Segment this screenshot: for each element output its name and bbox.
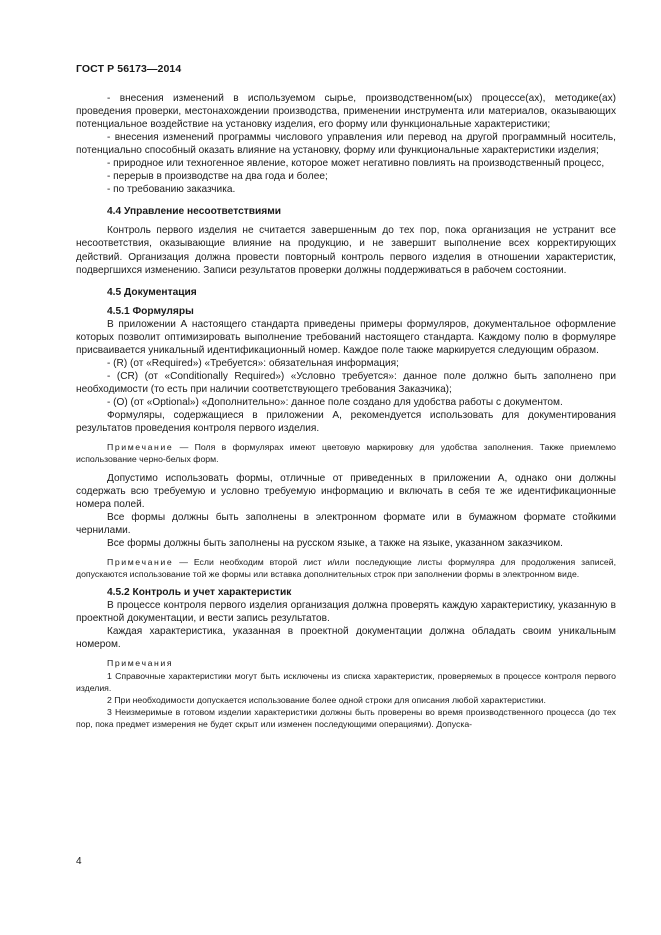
note-text: — Поля в формулярах имеют цветовую маркировку для удобства заполнения. Также приемлемо использование черно-белых форм. (76, 442, 616, 465)
note-label: Примечания (107, 658, 174, 669)
paragraph: - природное или техногенное явление, которое может негативно повлиять на производственный процесс, (107, 158, 605, 170)
section-heading: 4.4 Управление несоответствиями (107, 206, 281, 218)
spacer (76, 196, 616, 205)
note-paragraph (76, 556, 616, 580)
section-heading: 4.5 Документация (107, 286, 197, 298)
paragraph: - внесения изменений программы числового управления или перевод на другой программный носитель, потенциально способный оказать влияние на установку, форму или функциональные характеристики изделия; (76, 132, 616, 157)
page-number: 4 (76, 856, 82, 867)
standard-header: ГОСТ Р 56173—2014 (76, 63, 182, 75)
section-heading: 4.5.2 Контроль и учет характеристик (107, 587, 292, 599)
paragraph: Контроль первого изделия не считается завершенным до тех пор, пока организация не устранит все несоответствия, оказывающие влияние на продукцию, и не завершит выполнение всех корректирующих действий. Организация должна провести повторный контроль первого изделия в отношении характеристик, подвергшихся изменению. Записи результатов проверки должны поддерживаться в рабочем состоянии. (76, 225, 616, 276)
note-paragraph (76, 441, 616, 465)
paragraph: Каждая характеристика, указанная в проектной документации должна обладать своим уникальным номером. (76, 626, 616, 651)
paragraph: Все формы должны быть заполнены в электронном формате или в бумажном формате стойкими чернилами. (76, 511, 616, 536)
paragraph: - (R) (от «Required») «Требуется»: обязательная информация; (107, 357, 399, 369)
section-heading: 4.5.1 Формуляры (107, 305, 194, 317)
paragraph: Все формы должны быть заполнены на русском языке, а также на языке, указанном заказчиком. (107, 537, 563, 549)
note-text: — Если необходим второй лист и/или последующие листы формуляра для продолжения записей, допускаются использование той же формы или вставка дополнительных строк при заполнении формы в электронном виде. (76, 556, 616, 580)
note-paragraph (76, 706, 616, 730)
paragraph: - (О) (от «Optional») «Дополнительно»: данное поле создано для удобства работы с документом. (107, 396, 563, 408)
note-paragraph (76, 657, 616, 669)
note-label: Примечание (107, 442, 174, 453)
note-text: 3 Неизмеримые в готовом изделии характеристики должны быть проверены во время производственного процесса (до тех пор, пока предмет измерения не будет скрыт или изменен последующими операциями). Допуска- (76, 707, 616, 730)
paragraph: В приложении А настоящего стандарта приведены примеры формуляров, документальное оформление которых позволит оптимизировать выполнение требований настоящего стандарта. Каждому полю в формуляре присваивается уникальный идентификационный номер. Каждое поле также маркируется следующим образом. (76, 318, 616, 356)
paragraph: - внесения изменений в используемом сырье, производственном(ых) процессе(ах), методике(ах) проведения проверки, местонахождении производства, применении инструмента или материалов, оказывающих потенциальное воздействие на установку изделия, его форму или функциональные характеристики; (76, 93, 616, 131)
note-text: 1 Справочные характеристики могут быть исключены из списка характеристик, проверяемых в процессе контроля первого изделия. (76, 670, 616, 693)
note-paragraph (76, 694, 616, 706)
paragraph: - (CR) (от «Conditionally Required») «Условно требуется»: данное поле должно быть заполнено при необходимости (то есть при наличии соответствующего требования Заказчика); (76, 370, 616, 395)
paragraph: В процессе контроля первого изделия организация должна проверять каждую характеристику, указанную в проектной документации, и вести запись результатов. (76, 600, 616, 625)
spacer (76, 277, 616, 286)
paragraph: Допустимо использовать формы, отличные от приведенных в приложении А, однако они должны содержать всю требуемую и условно требуемую информацию и включать в себя те же идентификационные номера полей. (76, 472, 616, 510)
note-paragraph (76, 670, 616, 694)
note-label: Примечание (107, 556, 174, 567)
paragraph: Формуляры, содержащиеся в приложении А, рекомендуется использовать для документирования результатов проведения контроля первого изделия. (76, 410, 616, 435)
paragraph: - перерыв в производстве на два года и более; (107, 171, 328, 183)
note-text: 2 При необходимости допускается использование более одной строки для описания любой характеристики. (107, 695, 546, 706)
document-body (76, 92, 616, 731)
paragraph: - по требованию заказчика. (107, 184, 236, 196)
